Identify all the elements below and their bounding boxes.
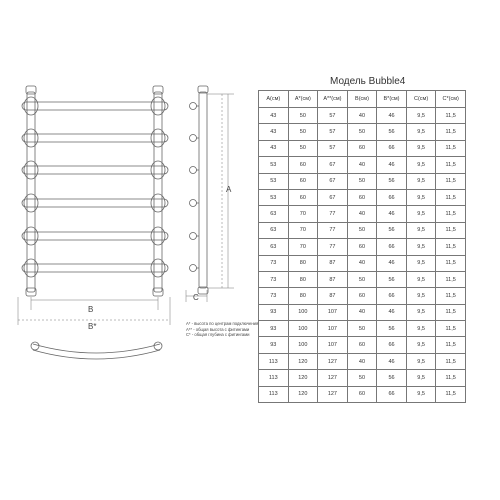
table-cell: 93: [259, 304, 289, 320]
bubble-joint: [151, 161, 165, 179]
table-cell: 53: [259, 189, 289, 205]
table-cell: 60: [347, 288, 377, 304]
label-a: A: [226, 185, 232, 194]
bubble-joint: [24, 194, 38, 212]
table-cell: 50: [288, 108, 318, 124]
table-cell: 9,5: [406, 157, 436, 173]
table-row: [259, 386, 466, 402]
table-cell: 9,5: [406, 189, 436, 205]
table-cell: 43: [259, 108, 289, 124]
table-cell: 80: [288, 271, 318, 287]
side-view: [190, 86, 209, 294]
table-cell: 9,5: [406, 353, 436, 369]
table-row: [259, 370, 466, 386]
table-title: Модель Bubble4: [330, 76, 406, 87]
table-cell: 67: [318, 157, 348, 173]
bubble-joint: [151, 259, 165, 277]
label-b: B: [88, 305, 94, 314]
table-cell: 53: [259, 173, 289, 189]
table-cell: 77: [318, 239, 348, 255]
table-cell: 9,5: [406, 140, 436, 156]
table-row: [259, 255, 466, 271]
table-cell: 100: [288, 337, 318, 353]
table-cell: 107: [318, 321, 348, 337]
table-cell: 50: [288, 140, 318, 156]
column-header: A(см): [259, 91, 289, 108]
rung-end: [190, 233, 197, 240]
table-row: [259, 321, 466, 337]
table-cell: 9,5: [406, 206, 436, 222]
table-cell: 87: [318, 255, 348, 271]
table-cell: 11,5: [436, 321, 466, 337]
table-cell: 40: [347, 108, 377, 124]
table-cell: 66: [377, 386, 407, 402]
table-cell: 50: [288, 124, 318, 140]
table-cell: 9,5: [406, 288, 436, 304]
table-cell: 50: [347, 321, 377, 337]
table-cell: 63: [259, 239, 289, 255]
column-header: B(см): [347, 91, 377, 108]
table-cell: 11,5: [436, 189, 466, 205]
table-cell: 93: [259, 321, 289, 337]
table-cell: 43: [259, 124, 289, 140]
table-cell: 11,5: [436, 255, 466, 271]
column-header: A*(см): [288, 91, 318, 108]
rung-end: [190, 167, 197, 174]
table-cell: 66: [377, 239, 407, 255]
table-cell: 70: [288, 206, 318, 222]
table-cell: 11,5: [436, 271, 466, 287]
table-cell: 60: [288, 173, 318, 189]
table-cell: 63: [259, 206, 289, 222]
table-cell: 60: [347, 189, 377, 205]
note-c-star: C* - общая глубина с фитингами: [186, 332, 250, 338]
table-cell: 100: [288, 304, 318, 320]
rung: [22, 232, 168, 240]
table-cell: 11,5: [436, 370, 466, 386]
table-row: [259, 239, 466, 255]
table-cell: 9,5: [406, 108, 436, 124]
table-cell: 11,5: [436, 337, 466, 353]
note-a-star: A* - высота по центрам подключения: [186, 321, 259, 326]
table-cell: 87: [318, 288, 348, 304]
table-cell: 11,5: [436, 386, 466, 402]
label-c: C: [193, 293, 199, 302]
table-row: [259, 206, 466, 222]
bubble-joint: [24, 227, 38, 245]
table-cell: 127: [318, 386, 348, 402]
table-cell: 9,5: [406, 304, 436, 320]
table-cell: 11,5: [436, 304, 466, 320]
column-header: A**(см): [318, 91, 348, 108]
table-cell: 80: [288, 288, 318, 304]
table-cell: 11,5: [436, 140, 466, 156]
rung-end: [190, 103, 197, 110]
table-cell: 46: [377, 255, 407, 271]
label-b-star: B*: [88, 322, 97, 331]
bubble-joint: [24, 129, 38, 147]
table-cell: 43: [259, 140, 289, 156]
table-cell: 77: [318, 206, 348, 222]
column-header: C(см): [406, 91, 436, 108]
front-view: [22, 86, 168, 296]
table-cell: 46: [377, 206, 407, 222]
left-post: [27, 92, 35, 292]
table-cell: 9,5: [406, 255, 436, 271]
table-cell: 120: [288, 386, 318, 402]
bubble-joint: [151, 194, 165, 212]
table-cell: 11,5: [436, 222, 466, 238]
table-cell: 73: [259, 288, 289, 304]
rung: [22, 199, 168, 207]
table-cell: 40: [347, 353, 377, 369]
table-cell: 46: [377, 108, 407, 124]
table-cell: 57: [318, 140, 348, 156]
bubble-joint: [24, 259, 38, 277]
table-cell: 56: [377, 271, 407, 287]
table-cell: 60: [347, 386, 377, 402]
table-cell: 9,5: [406, 222, 436, 238]
rung-end: [190, 265, 197, 272]
note-a-double-star: A** - общая высота с фитингами: [186, 326, 250, 332]
table-cell: 11,5: [436, 108, 466, 124]
spec-table: [258, 90, 466, 403]
rung-end: [190, 200, 197, 207]
table-cell: 113: [259, 353, 289, 369]
table-cell: 113: [259, 386, 289, 402]
rung: [22, 166, 168, 174]
table-cell: 50: [347, 173, 377, 189]
table-cell: 57: [318, 108, 348, 124]
table-cell: 40: [347, 304, 377, 320]
table-cell: 9,5: [406, 337, 436, 353]
table-cell: 9,5: [406, 173, 436, 189]
table-cell: 107: [318, 304, 348, 320]
top-view: [31, 342, 162, 359]
table-cell: 40: [347, 255, 377, 271]
table-cell: 60: [347, 337, 377, 353]
table-cell: 53: [259, 157, 289, 173]
table-cell: 46: [377, 353, 407, 369]
table-cell: 60: [347, 239, 377, 255]
table-cell: 50: [347, 124, 377, 140]
table-cell: 46: [377, 157, 407, 173]
table-cell: 107: [318, 337, 348, 353]
table-cell: 113: [259, 370, 289, 386]
dimension-b: [18, 297, 170, 325]
bubble-joint: [24, 161, 38, 179]
table-cell: 11,5: [436, 239, 466, 255]
table-cell: 100: [288, 321, 318, 337]
table-header-row: [259, 91, 466, 108]
table-cell: 127: [318, 370, 348, 386]
table-cell: 11,5: [436, 157, 466, 173]
table-cell: 66: [377, 337, 407, 353]
bubble-joint: [151, 227, 165, 245]
column-header: C*(см): [436, 91, 466, 108]
table-cell: 127: [318, 353, 348, 369]
column-header: B*(см): [377, 91, 407, 108]
table-cell: 11,5: [436, 173, 466, 189]
table-cell: 63: [259, 222, 289, 238]
rung-end: [190, 135, 197, 142]
table-row: [259, 189, 466, 205]
table-row: [259, 108, 466, 124]
table-row: [259, 337, 466, 353]
table-cell: 70: [288, 239, 318, 255]
bubble-joint: [151, 97, 165, 115]
table-cell: 56: [377, 370, 407, 386]
table-cell: 9,5: [406, 370, 436, 386]
table-row: [259, 271, 466, 287]
table-cell: 73: [259, 271, 289, 287]
table-cell: 60: [288, 157, 318, 173]
right-post: [154, 92, 162, 292]
table-cell: 77: [318, 222, 348, 238]
table-cell: 50: [347, 370, 377, 386]
table-cell: 73: [259, 255, 289, 271]
table-cell: 70: [288, 222, 318, 238]
table-cell: 9,5: [406, 321, 436, 337]
table-cell: 60: [288, 189, 318, 205]
table-cell: 60: [347, 140, 377, 156]
table-cell: 11,5: [436, 206, 466, 222]
table-cell: 11,5: [436, 288, 466, 304]
table-cell: 80: [288, 255, 318, 271]
table-row: [259, 173, 466, 189]
table-cell: 9,5: [406, 124, 436, 140]
table-body: [259, 108, 466, 403]
table-row: [259, 353, 466, 369]
table-cell: 66: [377, 189, 407, 205]
table-cell: 120: [288, 353, 318, 369]
table-cell: 11,5: [436, 124, 466, 140]
table-cell: 56: [377, 124, 407, 140]
table-cell: 67: [318, 189, 348, 205]
table-cell: 87: [318, 271, 348, 287]
table-row: [259, 140, 466, 156]
rung: [22, 264, 168, 272]
table-cell: 50: [347, 222, 377, 238]
rung: [22, 102, 168, 110]
table-cell: 66: [377, 140, 407, 156]
bubble-joint: [24, 97, 38, 115]
table-row: [259, 124, 466, 140]
table-cell: 56: [377, 222, 407, 238]
table-cell: 40: [347, 157, 377, 173]
table-cell: 57: [318, 124, 348, 140]
table-cell: 9,5: [406, 239, 436, 255]
table-cell: 56: [377, 173, 407, 189]
table-cell: 46: [377, 304, 407, 320]
rung: [22, 134, 168, 142]
table-cell: 9,5: [406, 386, 436, 402]
table-row: [259, 222, 466, 238]
table-cell: 93: [259, 337, 289, 353]
bubble-joint: [151, 129, 165, 147]
table-cell: 66: [377, 288, 407, 304]
rungs: [22, 97, 168, 277]
table-cell: 56: [377, 321, 407, 337]
table-row: [259, 157, 466, 173]
table-cell: 11,5: [436, 353, 466, 369]
table-cell: 9,5: [406, 271, 436, 287]
table-cell: 120: [288, 370, 318, 386]
table-cell: 50: [347, 271, 377, 287]
table-row: [259, 288, 466, 304]
table-row: [259, 304, 466, 320]
table-cell: 67: [318, 173, 348, 189]
table-cell: 40: [347, 206, 377, 222]
